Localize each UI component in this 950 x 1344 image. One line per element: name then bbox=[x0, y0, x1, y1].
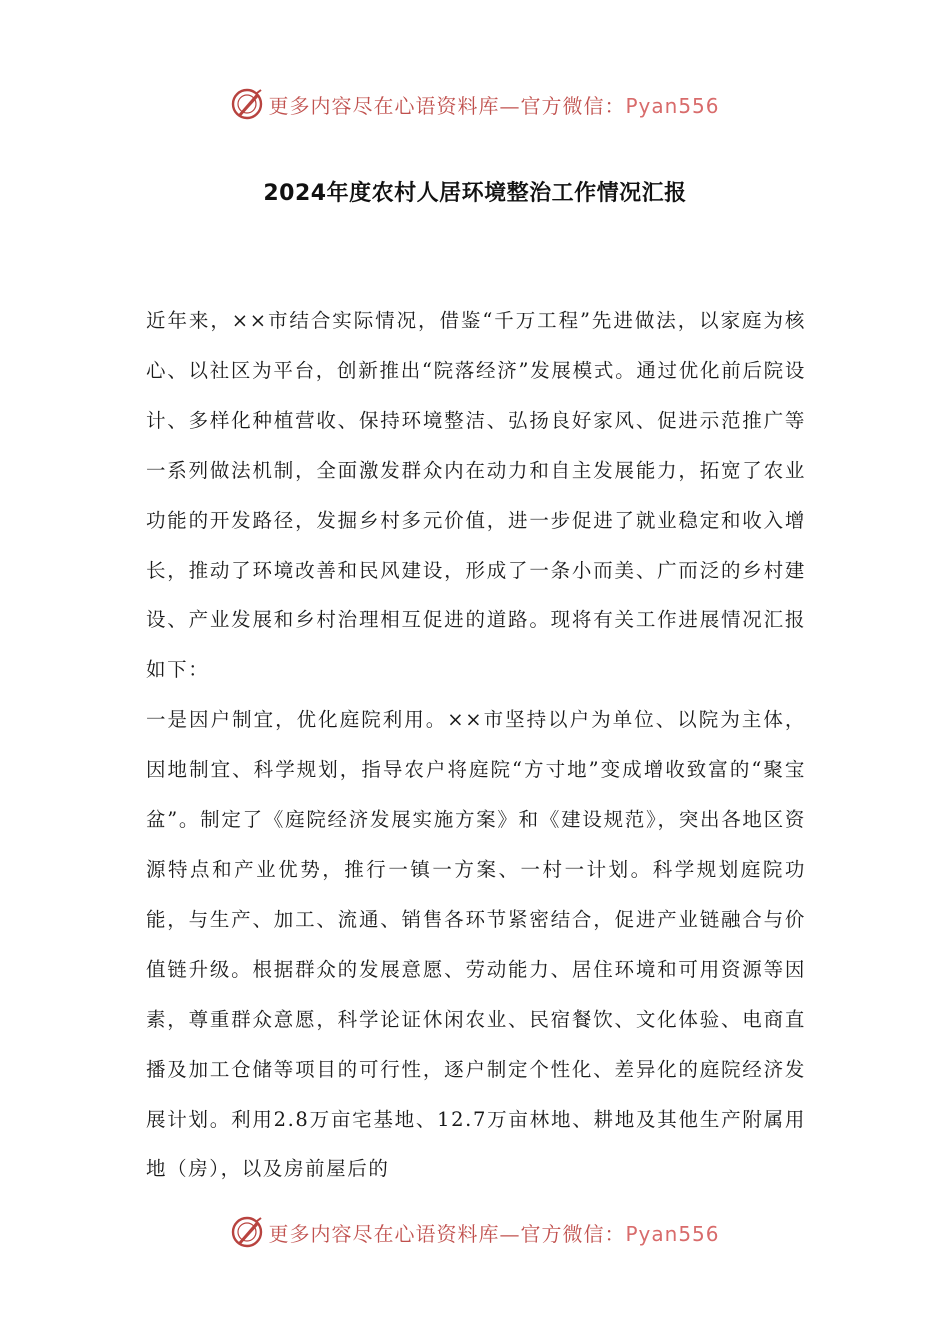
document-title: 2024年度农村人居环境整治工作情况汇报 bbox=[263, 181, 687, 206]
paragraph-section-1: 一是因户制宜，优化庭院利用。××市坚持以户为单位、以院为主体，因地制宜、科学规划，指导农户将庭院“方寸地”变成增收致富的“聚宝盆”。制定了《庭院经济发展实施方案》和《建设规范》，突出各地区资源特点和产业优势，推行一镇一方案、一村一计划。科学规划庭院功能，与生产、加工、流通、销售各环节紧密结合，促进产业链融合与价值链升级。根据群众的发展意愿、劳动能力、居住环境和可用资源等因素，尊重群众意愿，科学论证休闲农业、民宿餐饮、文化体验、电商直播及加工仓储等项目的可行性，逐户制定个性化、差异化的庭院经济发展计划。利用2.8万亩宅基地、12.7万亩林地、耕地及其他生产附属用地（房），以及房前屋后的 bbox=[146, 708, 806, 1181]
document-body bbox=[146, 296, 806, 1194]
footer-banner bbox=[0, 1212, 950, 1252]
quill-seal-icon bbox=[230, 1215, 264, 1249]
banner-text: 更多内容尽在心语资料库—官方微信：Pyan556 bbox=[268, 1221, 720, 1246]
header-banner bbox=[0, 84, 950, 124]
wechat-id: Pyan556 bbox=[625, 93, 720, 118]
banner-text: 更多内容尽在心语资料库—官方微信：Pyan556 bbox=[268, 93, 720, 118]
wechat-id: Pyan556 bbox=[625, 1221, 720, 1246]
quill-seal-icon bbox=[230, 87, 264, 121]
paragraph-intro: 近年来，××市结合实际情况，借鉴“千万工程”先进做法，以家庭为核心、以社区为平台，创新推出“院落经济”发展模式。通过优化前后院设计、多样化种植营收、保持环境整洁、弘扬良好家风、促进示范推广等一系列做法机制，全面激发群众内在动力和自主发展能力，拓宽了农业功能的开发路径，发掘乡村多元价值，进一步促进了就业稳定和收入增长，推动了环境改善和民风建设，形成了一条小而美、广而泛的乡村建设、产业发展和乡村治理相互促进的道路。现将有关工作进展情况汇报如下： bbox=[146, 309, 806, 682]
